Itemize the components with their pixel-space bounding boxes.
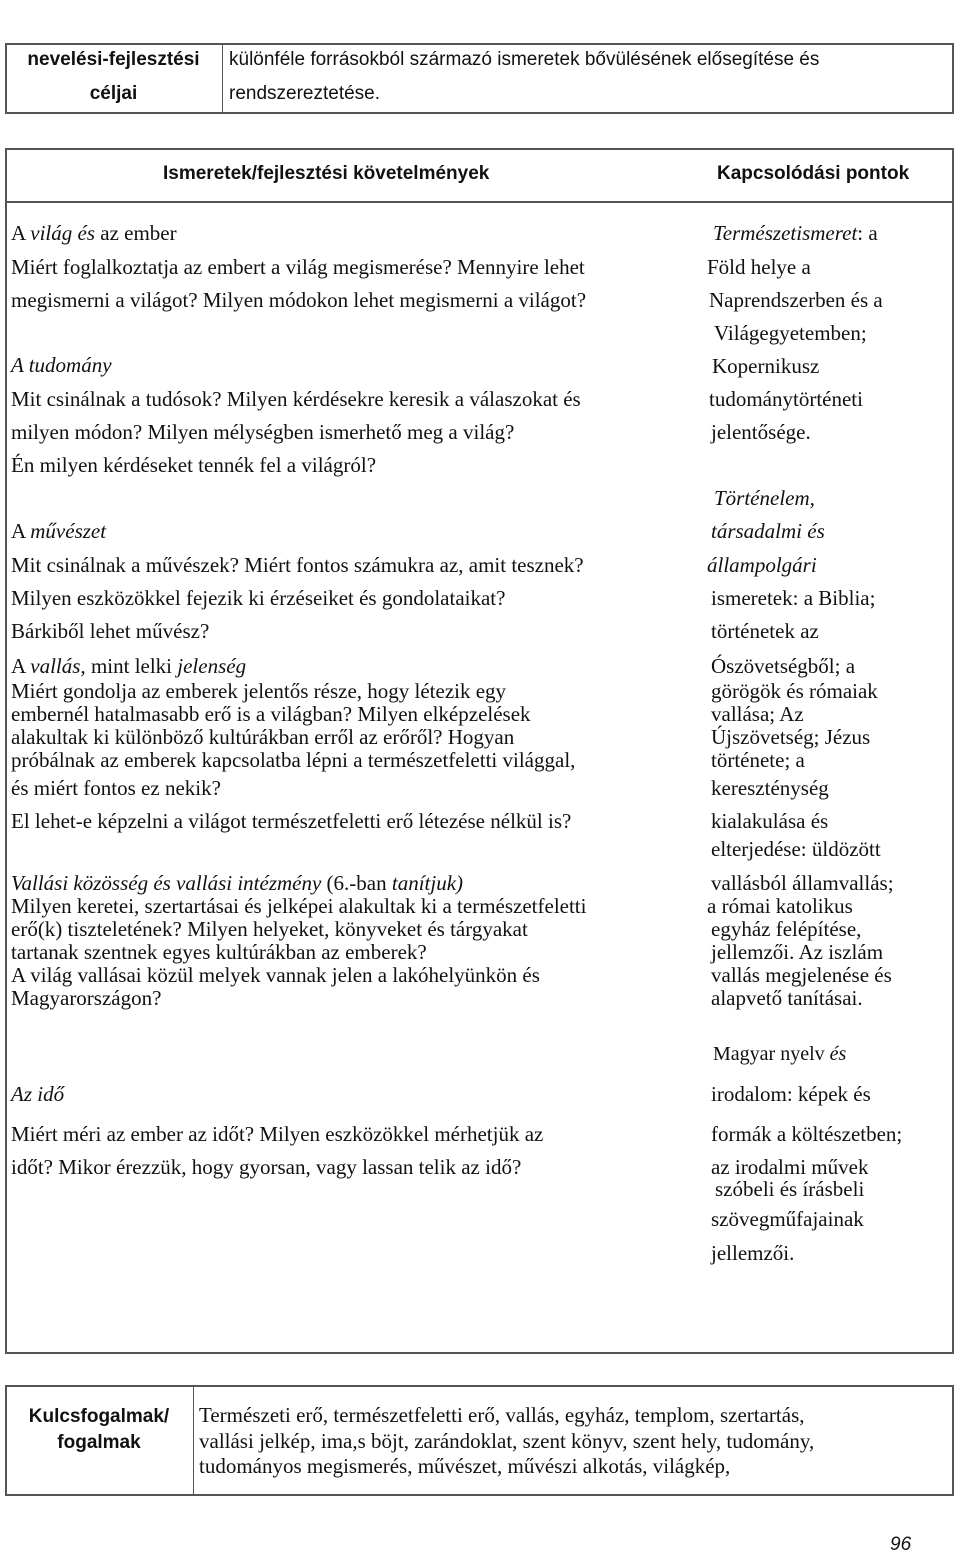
section-title-muveszet: A művészet — [11, 519, 107, 543]
kozosseg-line: A világ vallásai közül melyek vannak jelen a lakóhelyünkön és — [11, 963, 540, 987]
link-tortenelem-line: egyház felépítése, — [711, 917, 862, 941]
link-tortenelem-title: állampolgári — [707, 553, 817, 577]
kozosseg-line: erő(k) tiszteletének? Milyen helyeket, könyveket és tárgyakat — [11, 917, 528, 941]
link-termeszet-line: Kopernikusz — [712, 354, 820, 378]
ido-line: időt? Mikor érezzük, hogy gyorsan, vagy lassan telik az idő? — [11, 1155, 522, 1179]
link-termeszet-line: Föld helye a — [707, 255, 811, 279]
goals-text-line2: rendszereztetése. — [229, 83, 381, 104]
link-tortenelem-line: a római katolikus — [707, 894, 853, 918]
section-title-vallas: A vallás, mint lelki jelenség — [11, 654, 247, 678]
link-tortenelem-line: Újszövetség; Jézus — [711, 725, 871, 749]
vallas-line: embernél hatalmasabb erő is a világban? Milyen elképzelések — [11, 702, 531, 726]
vilag-line: Miért foglalkoztatja az embert a világ megismerése? Mennyire lehet — [11, 255, 585, 279]
keywords-line: Természeti erő, természetfeletti erő, vallás, egyház, templom, szertartás, — [199, 1403, 805, 1427]
link-termeszetismeret-title: Természetismeret: a — [713, 221, 878, 245]
keywords-line: tudományos megismerés, művészet, művészi alkotás, világkép, — [199, 1454, 731, 1478]
keywords-line: vallási jelkép, ima,s böjt, zarándoklat, szent könyv, szent hely, tudomány, — [199, 1429, 815, 1453]
section-title-ido: Az idő — [11, 1082, 65, 1106]
tudomany-line: Mit csinálnak a tudósok? Milyen kérdésekre keresik a válaszokat és — [11, 387, 581, 411]
vilag-line: megismerni a világot? Milyen módokon lehet megismerni a világot? — [11, 288, 587, 312]
goals-label-line1: nevelési-fejlesztési — [27, 49, 200, 70]
vallas-line: alakultak ki különböző kultúrákban erről az erőről? Hogyan — [11, 725, 515, 749]
header-connections: Kapcsolódási pontok — [717, 163, 910, 184]
link-magyar-line: szövegműfajainak — [711, 1207, 864, 1231]
link-tortenelem-line: története; a — [711, 748, 805, 772]
page-number: 96 — [890, 1534, 912, 1555]
kozosseg-line: tartanak szentnek egyes kultúrákban az emberek? — [11, 940, 427, 964]
link-tortenelem-line: elterjedése: üldözött — [711, 837, 881, 861]
link-tortenelem-line: kereszténység — [711, 776, 829, 800]
muveszet-line: Milyen eszközökkel fejezik ki érzéseiket és gondolataikat? — [11, 586, 506, 610]
link-termeszet-line: Naprendszerben és a — [709, 288, 883, 312]
tudomany-line: milyen módon? Milyen mélységben ismerhető meg a világ? — [11, 420, 515, 444]
goals-text-line1: különféle forrásokból származó ismeretek bővülésének elősegítése és — [229, 49, 820, 70]
goals-label-line2: céljai — [89, 83, 138, 104]
keywords-label-line2: fogalmak — [57, 1432, 141, 1453]
link-tortenelem-line: Ószövetségből; a — [711, 654, 856, 678]
link-tortenelem-line: jellemzői. Az iszlám — [711, 940, 884, 964]
kozosseg-line: Magyarországon? — [11, 986, 162, 1010]
section-title-vilag: A világ és az ember — [11, 221, 177, 245]
link-tortenelem-line: vallásból államvallás; — [711, 871, 894, 895]
link-magyar-title: Magyar nyelv és — [713, 1043, 847, 1065]
link-tortenelem-line: vallása; Az — [711, 702, 804, 726]
link-tortenelem-title: Történelem, — [714, 486, 815, 510]
link-termeszet-line: Világegyetemben; — [714, 321, 867, 345]
section-title-kozosseg: Vallási közösség és vallási intézmény (6.-ban tanítjuk) — [11, 871, 464, 895]
link-magyar-line: szóbeli és írásbeli — [715, 1177, 865, 1201]
keywords-label-line1: Kulcsfogalmak/ — [28, 1406, 170, 1427]
link-termeszet-line: jelentősége. — [711, 420, 811, 444]
link-termeszet-line: tudománytörténeti — [709, 387, 863, 411]
vallas-line: próbálnak az emberek kapcsolatba lépni a természetfeletti világgal, — [11, 748, 576, 772]
keywords-table-divider — [193, 1385, 194, 1496]
vallas-line: El lehet-e képzelni a világot természetfeletti erő létezése nélkül is? — [11, 809, 572, 833]
kozosseg-line: Milyen keretei, szertartásai és jelképei alakultak ki a természetfeletti — [11, 894, 587, 918]
tudomany-line: Én milyen kérdéseket tennék fel a világról? — [11, 453, 377, 477]
muveszet-line: Mit csinálnak a művészek? Miért fontos számukra az, amit tesznek? — [11, 553, 584, 577]
muveszet-line: Bárkiből lehet művész? — [11, 619, 210, 643]
link-tortenelem-line: görögök és rómaiak — [711, 679, 878, 703]
link-magyar-line: jellemzői. — [711, 1241, 795, 1265]
link-magyar-line: formák a költészetben; — [711, 1122, 903, 1146]
section-title-tudomany: A tudomány — [11, 353, 112, 377]
vallas-line: és miért fontos ez nekik? — [11, 776, 221, 800]
ido-line: Miért méri az ember az időt? Milyen eszközökkel mérhetjük az — [11, 1122, 544, 1146]
link-tortenelem-line: kialakulása és — [711, 809, 829, 833]
link-tortenelem-title: társadalmi és — [711, 519, 825, 543]
goals-table-divider — [222, 43, 223, 114]
link-magyar-line: irodalom: képek és — [711, 1082, 871, 1106]
link-tortenelem-line: alapvető tanításai. — [711, 986, 863, 1010]
header-requirements: Ismeretek/fejlesztési követelmények — [163, 163, 490, 184]
link-tortenelem-line: vallás megjelenése és — [711, 963, 892, 987]
link-magyar-line: az irodalmi művek — [711, 1155, 869, 1179]
vallas-line: Miért gondolja az emberek jelentős része, hogy létezik egy — [11, 679, 507, 703]
link-tortenelem-line: ismeretek: a Biblia; — [711, 586, 876, 610]
link-tortenelem-line: történetek az — [711, 619, 819, 643]
